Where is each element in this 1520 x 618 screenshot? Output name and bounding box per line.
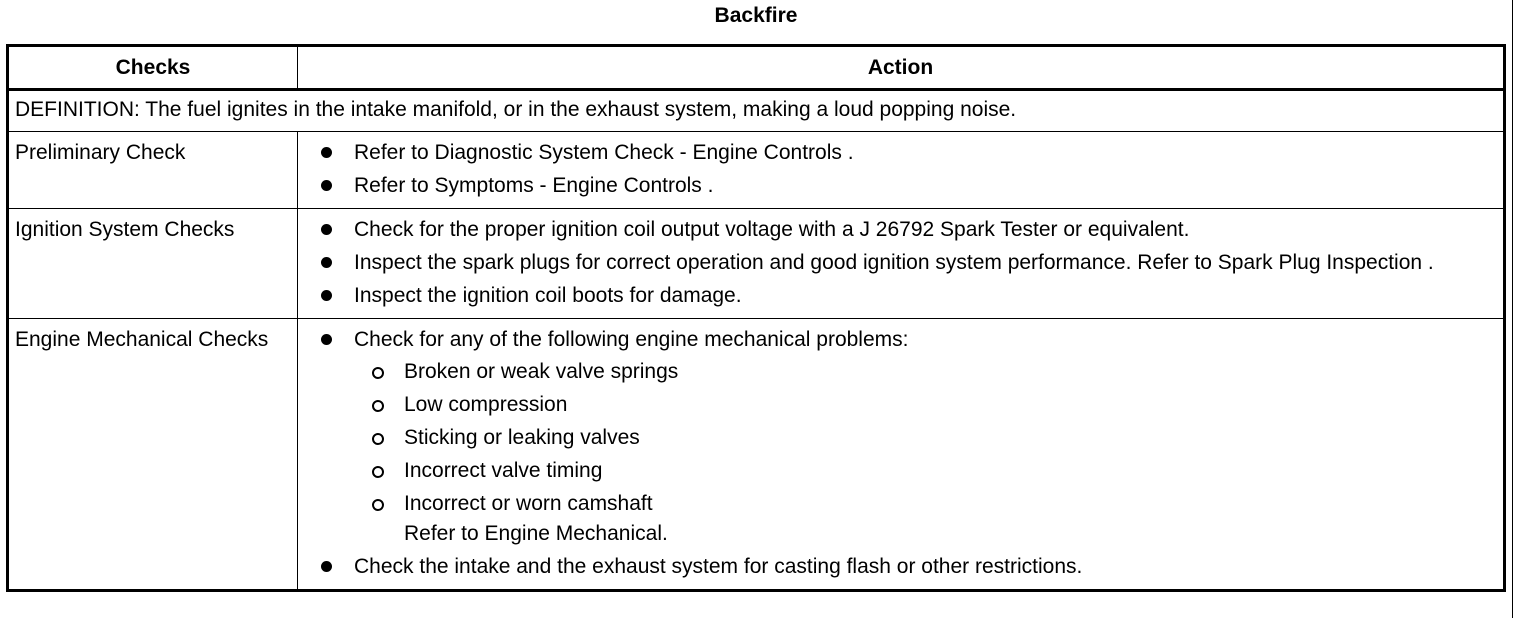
table-row bbox=[8, 209, 1505, 319]
bullet-icon bbox=[321, 180, 332, 191]
sub-note: Refer to Engine Mechanical. bbox=[404, 522, 668, 545]
sub-list bbox=[354, 357, 1483, 519]
definition-row bbox=[8, 90, 1505, 132]
action-item bbox=[318, 281, 1483, 311]
table-row bbox=[8, 132, 1505, 209]
circle-bullet-icon bbox=[372, 367, 384, 379]
action-cell bbox=[298, 132, 1505, 209]
action-text: Refer to Diagnostic System Check - Engine Controls . bbox=[354, 141, 854, 164]
action-cell bbox=[298, 209, 1505, 319]
diagnostic-table bbox=[6, 44, 1506, 592]
action-text: Inspect the spark plugs for correct operation and good ignition system performance. Refer to Spark Plug Inspection . bbox=[354, 251, 1434, 274]
action-item bbox=[318, 325, 1483, 549]
sub-item-text: Incorrect or worn camshaft bbox=[404, 492, 653, 515]
sub-item-text: Low compression bbox=[404, 393, 568, 416]
sub-item bbox=[354, 489, 1483, 519]
action-item bbox=[318, 171, 1483, 201]
header-action: Action bbox=[298, 46, 1505, 90]
definition-text: DEFINITION: The fuel ignites in the intake manifold, or in the exhaust system, making a loud popping noise. bbox=[8, 90, 1505, 132]
sub-item bbox=[354, 423, 1483, 453]
page-edge-line bbox=[1512, 0, 1513, 618]
action-list bbox=[318, 215, 1483, 311]
action-item bbox=[318, 248, 1483, 278]
sub-item bbox=[354, 390, 1483, 420]
circle-bullet-icon bbox=[372, 433, 384, 445]
action-item bbox=[318, 215, 1483, 245]
circle-bullet-icon bbox=[372, 400, 384, 412]
bullet-icon bbox=[321, 290, 332, 301]
action-item bbox=[318, 138, 1483, 168]
sub-item bbox=[354, 456, 1483, 486]
check-label: Preliminary Check bbox=[8, 132, 298, 209]
bullet-icon bbox=[321, 561, 332, 572]
page-title: Backfire bbox=[714, 4, 798, 27]
check-label: Ignition System Checks bbox=[8, 209, 298, 319]
check-label: Engine Mechanical Checks bbox=[8, 319, 298, 591]
circle-bullet-icon bbox=[372, 499, 384, 511]
bullet-icon bbox=[321, 334, 332, 345]
action-item bbox=[318, 552, 1483, 582]
sub-item bbox=[354, 357, 1483, 387]
action-list bbox=[318, 138, 1483, 201]
action-text: Check for the proper ignition coil output voltage with a J 26792 Spark Tester or equivalent. bbox=[354, 218, 1190, 241]
action-list bbox=[318, 325, 1483, 582]
action-text: Inspect the ignition coil boots for damage. bbox=[354, 284, 742, 307]
sub-item-text: Incorrect valve timing bbox=[404, 459, 603, 482]
table-row bbox=[8, 319, 1505, 591]
bullet-icon bbox=[321, 147, 332, 158]
action-text: Refer to Symptoms - Engine Controls . bbox=[354, 174, 714, 197]
header-row bbox=[8, 46, 1505, 90]
bullet-icon bbox=[321, 257, 332, 268]
header-checks: Checks bbox=[8, 46, 298, 90]
action-cell bbox=[298, 319, 1505, 591]
action-text: Check for any of the following engine mechanical problems: bbox=[354, 328, 909, 351]
sub-item-text: Broken or weak valve springs bbox=[404, 360, 679, 383]
bullet-icon bbox=[321, 224, 332, 235]
circle-bullet-icon bbox=[372, 466, 384, 478]
sub-item-text: Sticking or leaking valves bbox=[404, 426, 640, 449]
action-text: Check the intake and the exhaust system for casting flash or other restrictions. bbox=[354, 555, 1083, 578]
